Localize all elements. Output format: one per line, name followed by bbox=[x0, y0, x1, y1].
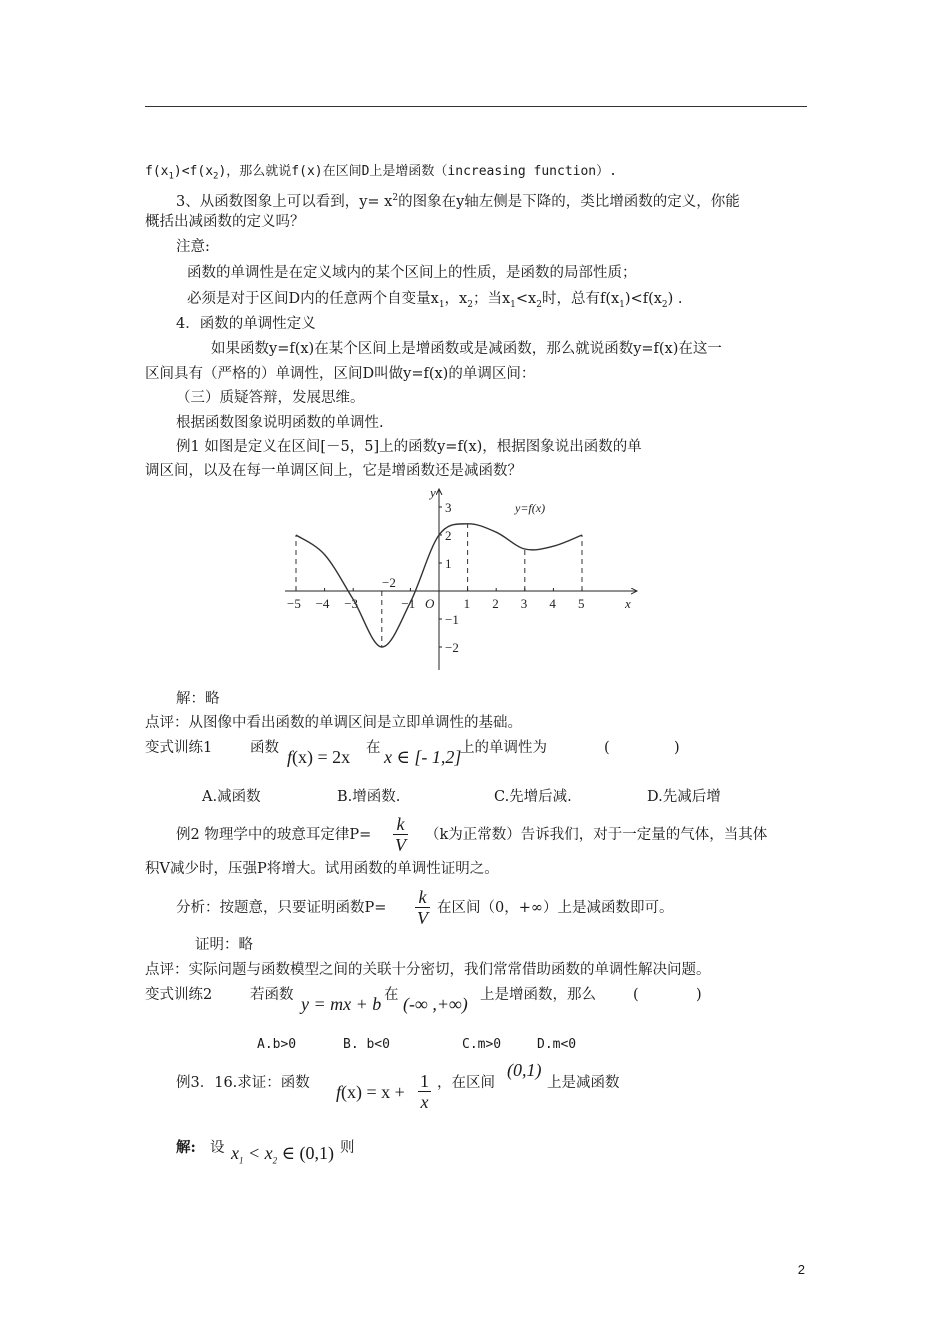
fraction: $\frac{k}{V}$ bbox=[417, 887, 428, 928]
fraction: $\frac{k}{V}$ bbox=[395, 814, 406, 855]
text-line: 变式训练2 bbox=[145, 987, 213, 1003]
math-expression: y = mx + b bbox=[301, 994, 382, 1014]
x-tick-label: −5 bbox=[287, 596, 301, 611]
x-tick-label: 4 bbox=[549, 596, 556, 611]
text-line: 点评：从图像中看出函数的单调区间是立即单调性的基础。 bbox=[145, 715, 522, 731]
text-line: 分析：按题意，只要证明函数P= bbox=[176, 900, 387, 916]
text-line: ) bbox=[674, 740, 680, 756]
header-rule bbox=[145, 106, 807, 107]
y-tick-label: −1 bbox=[445, 612, 459, 627]
x-tick-label: 3 bbox=[520, 596, 528, 611]
text-line: （k为正常数）告诉我们，对于一定量的气体，当其体 bbox=[425, 827, 768, 843]
text-line: 根据函数图象说明函数的单调性. bbox=[176, 415, 384, 431]
math-expression: (0,1) bbox=[507, 1060, 542, 1080]
y-tick-label: −2 bbox=[445, 640, 459, 655]
text-line: 3、从函数图象上可以看到，$y= x^2$的图象在y轴左侧是下降的，类比增函数的定义，你能 bbox=[176, 193, 740, 210]
function-graph bbox=[285, 485, 645, 675]
text-line: ，在区间 bbox=[437, 1075, 495, 1091]
option: C.m>0 bbox=[462, 1037, 502, 1052]
annotation-label: −2 bbox=[382, 575, 396, 590]
text-line: 解：略 bbox=[176, 691, 220, 707]
text-line: 区间具有（严格的）单调性，区间D叫做y=f(x)的单调区间： bbox=[145, 366, 536, 382]
option: D.m<0 bbox=[537, 1037, 577, 1052]
text-line: 则 bbox=[340, 1140, 355, 1156]
text-line: 若函数 bbox=[250, 987, 294, 1003]
origin-label: O bbox=[425, 596, 435, 611]
text-line: ) bbox=[696, 987, 702, 1003]
text-line: 函数 bbox=[250, 740, 279, 756]
text-line: 注意: bbox=[176, 239, 210, 255]
text-line: 例1 如图是定义在区间[－5，5]上的函数y=f(x)，根据图象说出函数的单 bbox=[176, 439, 642, 455]
text-line: 解: bbox=[176, 1139, 196, 1156]
text-line: 例3．16.求证：函数 bbox=[176, 1075, 310, 1091]
option: D.先减后增 bbox=[647, 789, 721, 805]
text-line: 上是增函数，那么 bbox=[480, 987, 596, 1003]
math-expression: f(x) = x + bbox=[336, 1082, 405, 1102]
text-line: 积V减少时，压强P将增大。试用函数的单调性证明之。 bbox=[145, 861, 499, 877]
y-tick-label: 1 bbox=[445, 556, 452, 571]
y-tick-labels bbox=[439, 500, 459, 655]
page-number: 2 bbox=[797, 1262, 805, 1277]
text-line: 上的单调性为 bbox=[460, 740, 547, 756]
text-line: （三）质疑答辩，发展思维。 bbox=[176, 390, 365, 406]
y-tick-label: 3 bbox=[445, 500, 452, 515]
fraction: $\frac{1}{x}$ bbox=[420, 1071, 429, 1112]
math-expression: f(x) = 2x bbox=[287, 747, 351, 767]
x-axis-label: x bbox=[625, 596, 631, 611]
text-line: $f(x_1)<f(x_2)$，那么就说f(x)在区间D上是增函数（increasing function）. bbox=[145, 164, 617, 182]
x-tick-label: −4 bbox=[315, 596, 330, 611]
text-line: 必须是对于区间D内的任意两个自变量$x_1$，$x_2$；当$x_1<x_2$时，总有$f(x_1)<f(x_2)$ . bbox=[187, 291, 683, 310]
option: A.减函数 bbox=[202, 789, 261, 805]
option: C.先增后减. bbox=[494, 789, 572, 805]
text-line: 概括出减函数的定义吗？ bbox=[145, 214, 305, 230]
text-line: 点评：实际问题与函数模型之间的关联十分密切，我们常常借助函数的单调性解决问题。 bbox=[145, 962, 711, 978]
curve-label: y=f(x) bbox=[515, 501, 546, 515]
y-tick-label: 2 bbox=[445, 528, 452, 543]
text-line: 证明：略 bbox=[195, 937, 253, 953]
text-line: 上是减函数 bbox=[547, 1075, 620, 1091]
text-line: 变式训练1 bbox=[145, 740, 213, 756]
x-tick-label: −1 bbox=[401, 596, 416, 611]
text-line: 调区间，以及在每一单调区间上，它是增函数还是减函数？ bbox=[145, 463, 522, 479]
x-tick-label: 1 bbox=[463, 596, 471, 611]
text-line: 设 bbox=[210, 1140, 225, 1156]
text-line: 在区间（0，+∞）上是减函数即可。 bbox=[437, 900, 674, 916]
math-expression: x ∈ [- 1,2] bbox=[384, 747, 462, 767]
y-axis-label: y bbox=[430, 485, 436, 500]
text-line: ( bbox=[604, 740, 610, 756]
text-line: 例2 物理学中的玻意耳定律P= bbox=[176, 827, 372, 843]
text-line: ( bbox=[633, 987, 639, 1003]
x-tick-label: 5 bbox=[578, 596, 585, 611]
text-line: 4．函数的单调性定义 bbox=[176, 316, 316, 332]
option: B.增函数. bbox=[337, 789, 401, 805]
x-tick-label: 2 bbox=[492, 596, 499, 611]
text-line: 在 bbox=[384, 987, 399, 1003]
text-line: 如果函数y=f(x)在某个区间上是增函数或是减函数，那么就说函数y=f(x)在这一 bbox=[211, 341, 722, 357]
text-line: 函数的单调性是在定义域内的某个区间上的性质，是函数的局部性质； bbox=[187, 265, 637, 281]
option: A.b>0 bbox=[257, 1037, 297, 1052]
text-line: 在 bbox=[366, 740, 381, 756]
math-expression: $x_1 < x_2$ ∈ (0,1) bbox=[231, 1143, 334, 1166]
x-tick-label: −3 bbox=[344, 596, 359, 611]
math-expression: (-∞ ,+∞) bbox=[403, 994, 468, 1014]
option: B. b<0 bbox=[343, 1037, 390, 1052]
